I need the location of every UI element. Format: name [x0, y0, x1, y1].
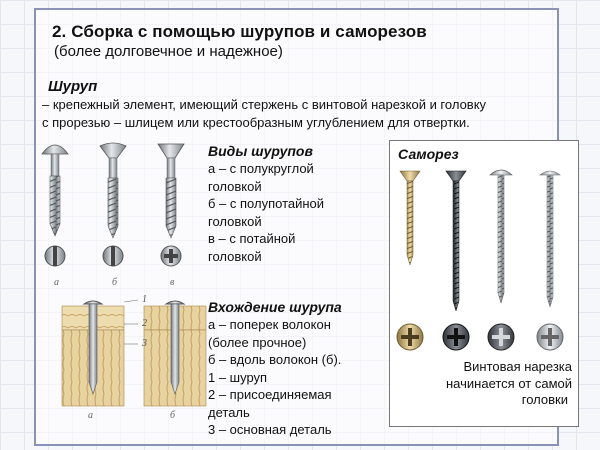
screw-types-heading: Виды шурупов [208, 143, 313, 159]
white-self-tapper-icon [540, 171, 560, 307]
figure-letter-b: б [112, 277, 118, 288]
screw-types-line: в – с потайной [208, 231, 296, 246]
cross-head-white-icon [537, 324, 563, 350]
screw-entry-line: 2 – присоединяемая [208, 387, 332, 402]
screw-entry-text [208, 298, 388, 439]
self-tapper-heading: Саморез [398, 146, 459, 162]
slide-title: 2. Сборка с помощью шурупов и саморезов [52, 22, 427, 41]
screw-types-line: б – с полупотайной [208, 196, 325, 211]
screw-entry-line: а – поперек волокон [208, 317, 331, 332]
screw-types-illustration [36, 136, 206, 296]
definition-line-2: с прорезью – шлицем или крестообразным углублением для отвертки. [42, 115, 470, 130]
callout-3: 3 [142, 338, 147, 349]
self-tapper-caption-line: головки [521, 392, 568, 407]
self-tapper-caption [446, 359, 572, 409]
wood-block-b-icon [144, 301, 206, 406]
screw-entry-line: 3 – основная деталь [208, 422, 332, 437]
screw-types-line: а – с полукруглой [208, 161, 314, 176]
definition-line-1: – крепежный элемент, имеющий стержень с винтовой нарезкой и головку [42, 97, 487, 112]
definition-text [42, 96, 562, 132]
screw-types-line: головкой [208, 248, 262, 264]
screw-entry-line: деталь [208, 404, 250, 420]
cross-head-brass-icon [397, 324, 423, 350]
figure-letter-a: а [88, 410, 93, 421]
screw-raised-countersunk-icon [100, 143, 126, 238]
figure-letter-v: в [170, 277, 175, 288]
cross-head-top-view-icon [161, 246, 181, 266]
screw-entry-line: б – вдоль волокон (б). [208, 352, 342, 367]
screw-entry-heading: Вхождение шурупа [208, 299, 342, 315]
brass-self-tapper-icon [400, 171, 420, 265]
screw-types-text [208, 142, 378, 265]
slot-head-top-view-icon [103, 246, 123, 266]
cross-head-silver-icon [488, 324, 514, 350]
self-tapper-caption-line: Винтовая нарезка [463, 359, 572, 374]
self-tapper-card [389, 140, 579, 427]
cross-head-black-icon [443, 324, 469, 350]
silver-self-tapper-icon [490, 170, 512, 303]
self-tapper-caption-line: начинается от самой [446, 375, 572, 391]
callout-1: 1 [142, 294, 147, 305]
self-tapper-illustration [390, 165, 578, 355]
black-self-tapper-icon [446, 171, 466, 311]
screw-types-line: головкой [208, 213, 262, 229]
screw-entry-illustration [60, 298, 210, 418]
figure-letter-b: б [170, 410, 176, 421]
slot-head-top-view-icon [45, 246, 65, 266]
slide-subtitle: (более долговечное и надежное) [54, 43, 283, 60]
wood-block-a-icon [62, 301, 124, 406]
screw-entry-line: 1 – шуруп [208, 369, 268, 385]
screw-round-head-icon [42, 145, 68, 236]
screw-countersunk-icon [158, 144, 184, 238]
screw-entry-line: (более прочное) [208, 334, 307, 350]
callout-2: 2 [142, 318, 147, 329]
figure-letter-a: а [54, 277, 59, 288]
screw-types-line: головкой [208, 178, 262, 194]
definition-term: Шуруп [48, 78, 98, 95]
